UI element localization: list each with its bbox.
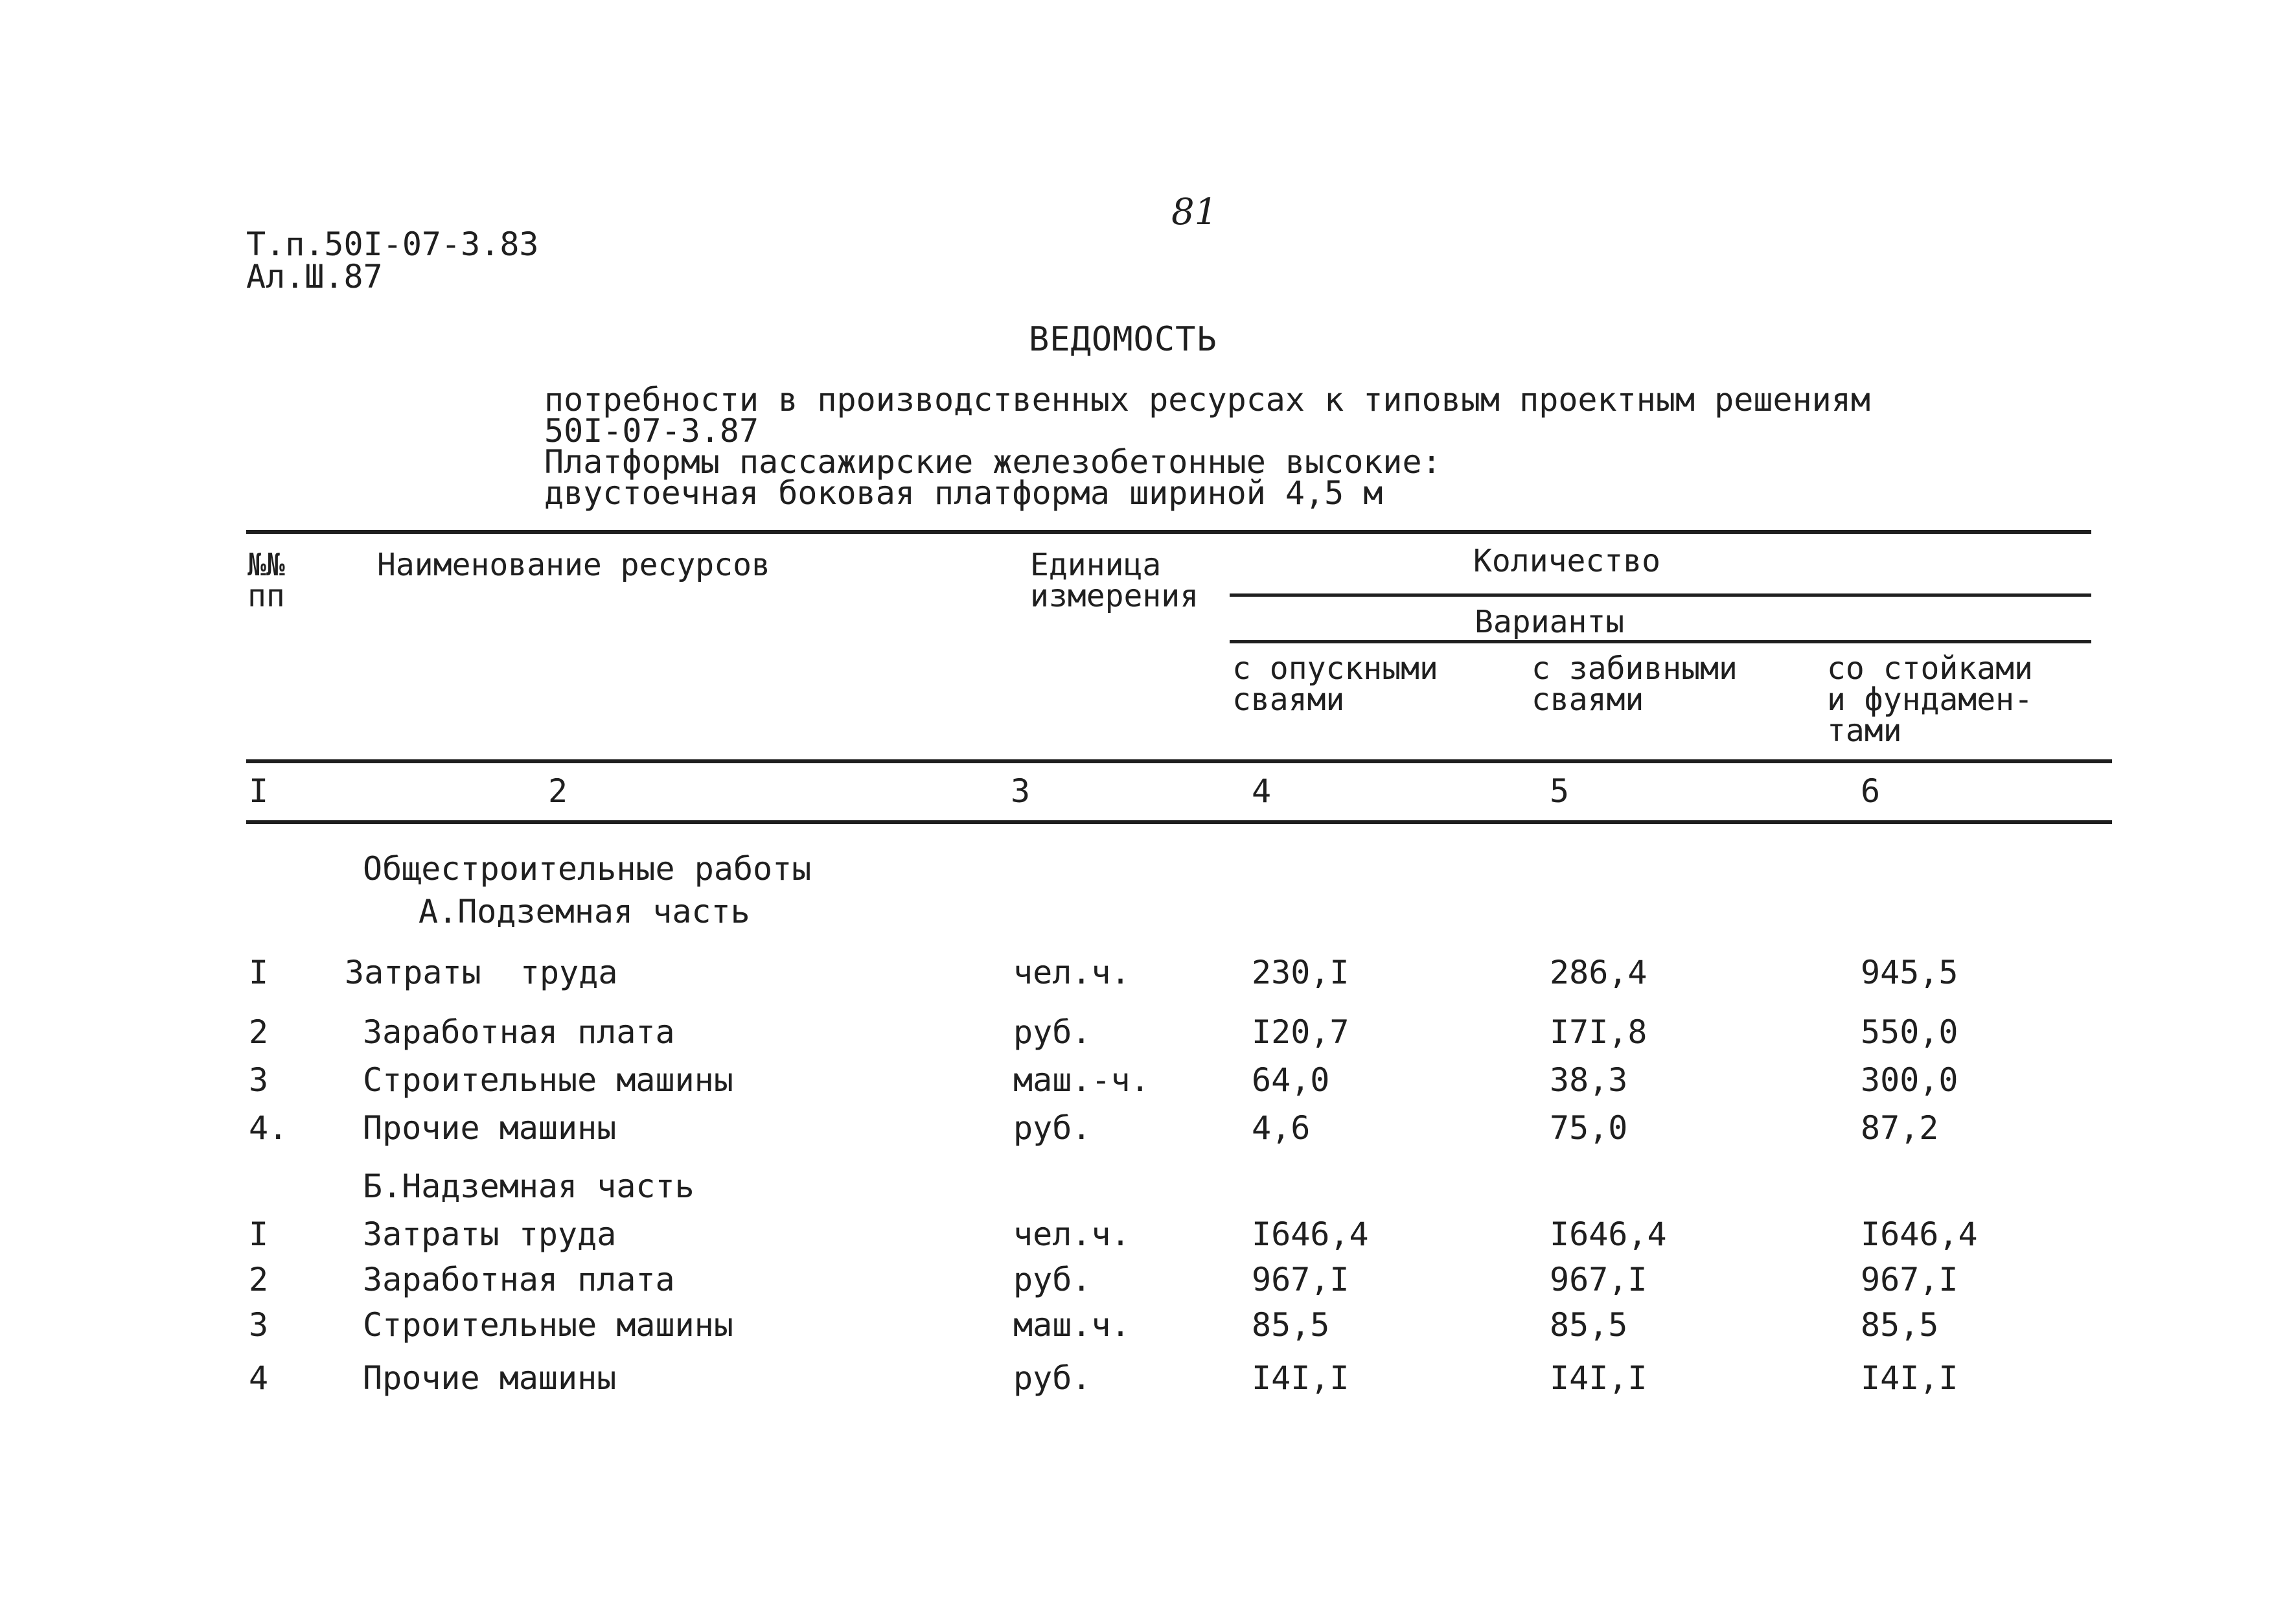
quantity-underline xyxy=(1230,593,2091,597)
row-unit: маш.ч. xyxy=(1013,1306,1131,1344)
document-title: ВЕДОМОСТЬ xyxy=(1029,320,1217,359)
row-value-variant-3: I4I,I xyxy=(1861,1359,1958,1397)
row-unit: руб. xyxy=(1013,1013,1092,1051)
row-value-variant-3: 87,2 xyxy=(1861,1109,1939,1147)
row-number: 3 xyxy=(249,1061,269,1099)
row-number: 4. xyxy=(249,1109,288,1147)
header-variant-3-sub: и фундамен- xyxy=(1827,682,2033,718)
header-number-sub: пп xyxy=(247,578,285,614)
row-value-variant-2: 75,0 xyxy=(1550,1109,1628,1147)
subtitle-line-4: двустоечная боковая платформа шириной 4,5 м xyxy=(544,474,1383,512)
header-variant-2-sub: сваями xyxy=(1532,682,1644,718)
variants-underline xyxy=(1230,640,2091,643)
row-unit: руб. xyxy=(1013,1261,1092,1298)
section-general-works: Общестроительные работы xyxy=(363,850,812,888)
header-variant-1-sub: сваями xyxy=(1232,682,1345,718)
row-value-variant-1: 64,0 xyxy=(1252,1061,1330,1099)
header-bottom-rule xyxy=(246,759,2112,763)
header-resource-name: Наименование ресурсов xyxy=(377,547,770,583)
document-code: Т.п.50I-07-3.83 xyxy=(246,225,539,263)
header-quantity: Количество xyxy=(1473,543,1660,579)
row-value-variant-3: 85,5 xyxy=(1861,1306,1939,1344)
row-number: I xyxy=(249,1215,269,1253)
row-value-variant-3: 945,5 xyxy=(1861,954,1958,991)
row-resource-name: Затраты труда xyxy=(363,1215,617,1253)
header-variants: Варианты xyxy=(1475,604,1625,640)
row-number: 2 xyxy=(249,1013,269,1051)
row-value-variant-1: 967,I xyxy=(1252,1261,1349,1298)
header-unit-sub: измерения xyxy=(1030,578,1199,614)
row-value-variant-2: I646,4 xyxy=(1550,1215,1667,1253)
row-value-variant-3: 550,0 xyxy=(1861,1013,1958,1051)
row-value-variant-1: 230,I xyxy=(1252,954,1349,991)
row-number: I xyxy=(249,954,269,991)
subtitle-line-1: потребности в производственных ресурсах к типовым проектным решениям xyxy=(544,381,1870,419)
subtitle-line-2: 50I-07-3.87 xyxy=(544,412,759,450)
subtitle-line-3: Платформы пассажирские железобетонные высокие: xyxy=(544,443,1441,481)
section-b-aboveground: Б.Надземная часть xyxy=(363,1168,695,1205)
row-resource-name: Строительные машины xyxy=(363,1061,733,1099)
header-variant-3: со стойками xyxy=(1827,651,2033,687)
row-value-variant-1: I20,7 xyxy=(1252,1013,1349,1051)
row-unit: чел.ч. xyxy=(1013,1215,1131,1253)
table-top-rule xyxy=(246,530,2091,534)
row-resource-name: Заработная плата xyxy=(363,1261,675,1298)
column-index-1: I xyxy=(249,772,269,810)
row-unit: руб. xyxy=(1013,1359,1092,1397)
row-value-variant-2: 85,5 xyxy=(1550,1306,1628,1344)
row-unit: маш.-ч. xyxy=(1013,1061,1150,1099)
row-value-variant-3: 300,0 xyxy=(1861,1061,1958,1099)
row-resource-name: Прочие машины xyxy=(363,1359,617,1397)
header-number: №№ xyxy=(247,547,285,583)
row-value-variant-1: 85,5 xyxy=(1252,1306,1330,1344)
header-variant-2: с забивными xyxy=(1532,651,1738,687)
column-index-5: 5 xyxy=(1550,772,1570,810)
column-index-2: 2 xyxy=(548,772,568,810)
row-unit: руб. xyxy=(1013,1109,1092,1147)
page-number: 81 xyxy=(1171,191,1218,233)
row-resource-name: Затраты труда xyxy=(345,954,618,991)
row-value-variant-1: 4,6 xyxy=(1252,1109,1311,1147)
header-variant-1: с опускными xyxy=(1232,651,1438,687)
index-bottom-rule xyxy=(246,820,2112,824)
row-value-variant-2: I7I,8 xyxy=(1550,1013,1647,1051)
album-reference: Ал.Ш.87 xyxy=(246,258,383,295)
row-value-variant-3: 967,I xyxy=(1861,1261,1958,1298)
row-value-variant-2: 967,I xyxy=(1550,1261,1647,1298)
header-variant-3-sub2: тами xyxy=(1827,713,1902,749)
row-resource-name: Строительные машины xyxy=(363,1306,733,1344)
row-resource-name: Заработная плата xyxy=(363,1013,675,1051)
row-number: 2 xyxy=(249,1261,269,1298)
row-number: 4 xyxy=(249,1359,269,1397)
row-value-variant-1: I4I,I xyxy=(1252,1359,1349,1397)
header-unit: Единица xyxy=(1030,547,1162,583)
row-unit: чел.ч. xyxy=(1013,954,1131,991)
row-value-variant-3: I646,4 xyxy=(1861,1215,1978,1253)
row-value-variant-2: 38,3 xyxy=(1550,1061,1628,1099)
column-index-3: 3 xyxy=(1011,772,1031,810)
row-value-variant-2: I4I,I xyxy=(1550,1359,1647,1397)
row-resource-name: Прочие машины xyxy=(363,1109,617,1147)
row-value-variant-1: I646,4 xyxy=(1252,1215,1369,1253)
column-index-6: 6 xyxy=(1861,772,1881,810)
section-a-underground: А.Подземная часть xyxy=(419,893,750,930)
row-number: 3 xyxy=(249,1306,269,1344)
row-value-variant-2: 286,4 xyxy=(1550,954,1647,991)
column-index-4: 4 xyxy=(1252,772,1272,810)
